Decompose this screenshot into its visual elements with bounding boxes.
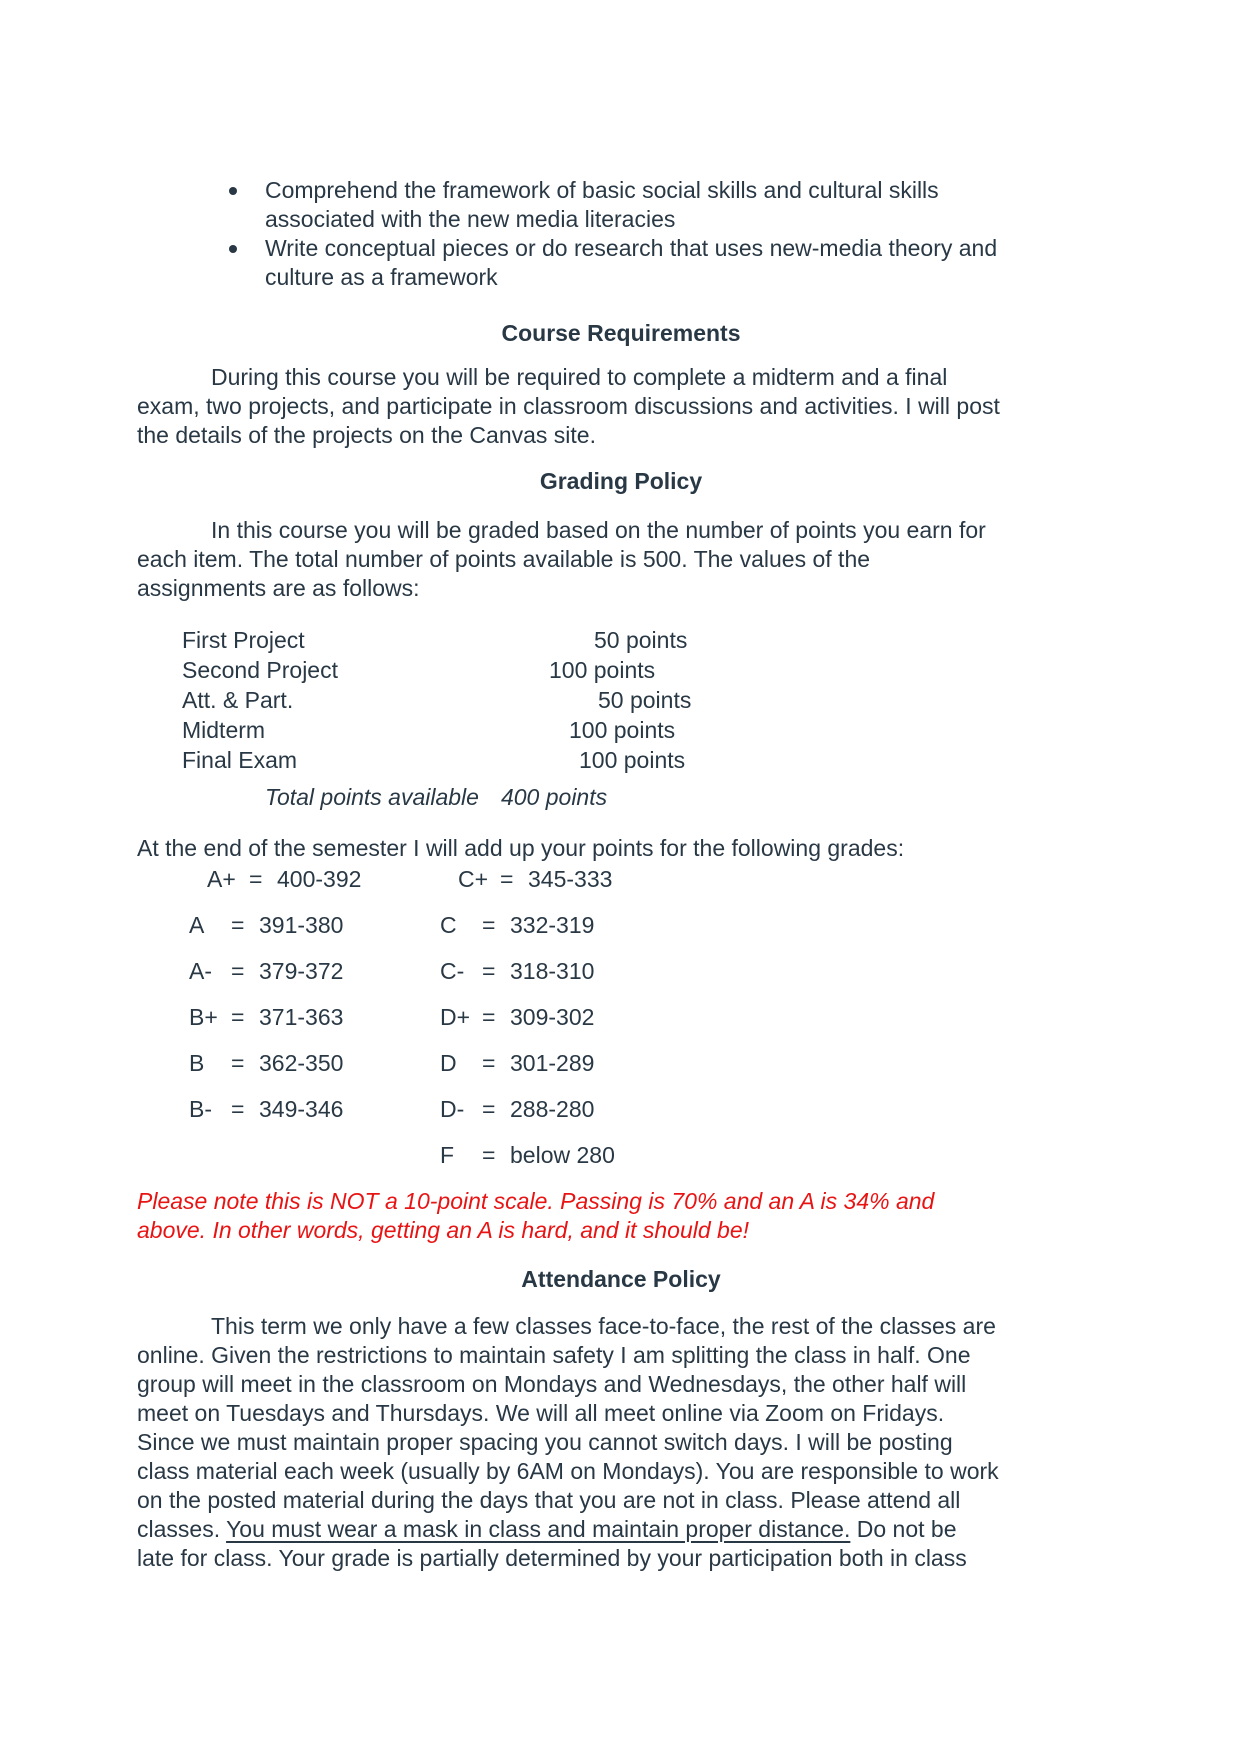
assignment-label: Second Project <box>182 657 338 683</box>
grade-cell <box>189 1049 440 1078</box>
grade-letter: F <box>440 1142 455 1168</box>
bullet-item <box>137 234 1105 292</box>
text-line: Since we must maintain proper spacing you cannot switch days. I will be posting <box>137 1429 953 1455</box>
grade-row <box>137 1141 1105 1170</box>
course-requirements-heading: Course Requirements <box>501 320 741 346</box>
grades-intro: At the end of the semester I will add up your points for the following grades: <box>137 835 905 861</box>
text-line: Comprehend the framework of basic social skills and cultural skills <box>265 177 939 203</box>
text-line: Please note this is NOT a 10-point scale. Passing is 70% and an A is 34% and <box>137 1188 935 1214</box>
text-line: online. Given the restrictions to maintain safety I am splitting the class in half. One <box>137 1342 971 1368</box>
grade-cell <box>207 865 458 894</box>
assignment-label: Final Exam <box>182 747 298 773</box>
grade-letter: A+ <box>207 866 236 892</box>
equals-sign: = <box>482 1050 496 1076</box>
attendance-policy-heading: Attendance Policy <box>521 1266 721 1292</box>
equals-sign <box>231 1141 259 1170</box>
text-line: meet on Tuesdays and Thursdays. We will all meet online via Zoom on Fridays. <box>137 1400 945 1426</box>
assignment-points: 50 points <box>598 687 692 713</box>
equals-sign: = <box>231 958 245 984</box>
equals-sign: = <box>482 958 496 984</box>
grade-range: 379-372 <box>259 958 344 984</box>
grade-letter: B- <box>189 1096 212 1122</box>
grade-range: 332-319 <box>510 912 595 938</box>
grade-cell <box>440 1049 594 1078</box>
grade-cell <box>440 1095 594 1124</box>
equals-sign: = <box>482 1096 496 1122</box>
points-table <box>182 625 1105 775</box>
grade-range: 288-280 <box>510 1096 595 1122</box>
text-line: exam, two projects, and participate in classroom discussions and activities. I will post <box>137 393 1000 419</box>
text-line: assignments are as follows: <box>137 575 420 601</box>
grade-row <box>137 957 1105 986</box>
grade-row <box>137 865 1105 894</box>
bullet-icon <box>229 245 237 253</box>
text-line: Write conceptual pieces or do research that uses new-media theory and <box>265 235 998 261</box>
grade-letter: D- <box>440 1096 465 1122</box>
assignment-label: Att. & Part. <box>182 687 294 713</box>
points-row <box>182 685 1105 715</box>
text-line: associated with the new media literacies <box>265 206 676 232</box>
text-line: above. In other words, getting an A is hard, and it should be! <box>137 1217 750 1243</box>
grade-range: below 280 <box>510 1142 615 1168</box>
equals-sign: = <box>500 866 514 892</box>
equals-sign: = <box>231 1004 245 1030</box>
attendance-policy-paragraph <box>137 1312 1105 1573</box>
equals-sign: = <box>482 1004 496 1030</box>
course-objectives-list <box>137 176 1105 292</box>
grade-cell <box>440 911 594 940</box>
grade-letter: A- <box>189 958 212 984</box>
points-row <box>182 625 1105 655</box>
grade-letter: D <box>440 1050 457 1076</box>
grade-cell <box>189 1141 440 1170</box>
assignment-points: 100 points <box>549 657 656 683</box>
grade-range: 362-350 <box>259 1050 344 1076</box>
text-line: the details of the projects on the Canvas site. <box>137 422 596 448</box>
grade-letter: C- <box>440 958 465 984</box>
grade-cell <box>440 1003 594 1032</box>
grading-note <box>137 1187 1105 1245</box>
bullet-icon <box>229 187 237 195</box>
grade-row <box>137 1003 1105 1032</box>
grades-table <box>137 865 1105 1170</box>
equals-sign: = <box>231 1050 245 1076</box>
assignment-points: 100 points <box>569 717 676 743</box>
text-line: This term we only have a few classes face-to-face, the rest of the classes are <box>211 1313 996 1339</box>
equals-sign: = <box>482 1142 496 1168</box>
grade-cell <box>189 957 440 986</box>
grade-cell <box>189 1003 440 1032</box>
grade-cell <box>440 957 594 986</box>
grading-policy-heading: Grading Policy <box>539 468 703 494</box>
equals-sign: = <box>231 1096 245 1122</box>
grading-policy-paragraph <box>137 516 1105 603</box>
text-line: In this course you will be graded based on the number of points you earn for <box>211 517 986 543</box>
grade-cell <box>189 911 440 940</box>
points-row <box>182 655 1105 685</box>
equals-sign: = <box>231 912 245 938</box>
total-points-label: Total points available <box>265 784 479 810</box>
text-line: classes. You must wear a mask in class and maintain proper distance. Do not be <box>137 1516 957 1542</box>
grade-row <box>137 911 1105 940</box>
text-line: on the posted material during the days that you are not in class. Please attend all <box>137 1487 961 1513</box>
grade-range: 349-346 <box>259 1096 344 1122</box>
bullet-item <box>137 176 1105 234</box>
grade-range: 345-333 <box>528 866 613 892</box>
grade-range: 400-392 <box>277 866 362 892</box>
total-points-line <box>265 783 1105 812</box>
grade-range: 309-302 <box>510 1004 595 1030</box>
assignment-label: First Project <box>182 627 305 653</box>
assignment-label: Midterm <box>182 717 266 743</box>
text-line: class material each week (usually by 6AM on Mondays). You are responsible to work <box>137 1458 999 1484</box>
grade-range: 391-380 <box>259 912 344 938</box>
grade-letter: A <box>189 912 205 938</box>
text-line: late for class. Your grade is partially determined by your participation both in class <box>137 1545 967 1571</box>
grade-row <box>137 1049 1105 1078</box>
equals-sign: = <box>249 866 263 892</box>
underlined-text: You must wear a mask in class and maintain proper distance. <box>226 1516 851 1542</box>
course-requirements-paragraph <box>137 363 1105 450</box>
text-line: group will meet in the classroom on Mondays and Wednesdays, the other half will <box>137 1371 967 1397</box>
grade-letter: B+ <box>189 1004 218 1030</box>
text-line: During this course you will be required to complete a midterm and a final <box>211 364 948 390</box>
syllabus-page <box>137 0 1105 1573</box>
grade-range: 371-363 <box>259 1004 344 1030</box>
text-line: culture as a framework <box>265 264 498 290</box>
total-points-value: 400 points <box>500 784 608 810</box>
points-row <box>182 715 1105 745</box>
grade-cell <box>189 1095 440 1124</box>
grade-range: 301-289 <box>510 1050 595 1076</box>
assignment-points: 100 points <box>579 747 686 773</box>
grade-cell <box>458 865 612 894</box>
assignment-points: 50 points <box>594 627 688 653</box>
grade-letter: D+ <box>440 1004 471 1030</box>
points-row <box>182 745 1105 775</box>
grade-letter: C+ <box>458 866 489 892</box>
grade-range: 318-310 <box>510 958 595 984</box>
grade-letter: C <box>440 912 457 938</box>
text-line: each item. The total number of points available is 500. The values of the <box>137 546 871 572</box>
grade-letter: B <box>189 1050 205 1076</box>
grade-cell <box>440 1141 615 1170</box>
grade-letter <box>189 1141 231 1170</box>
grade-row <box>137 1095 1105 1124</box>
equals-sign: = <box>482 912 496 938</box>
